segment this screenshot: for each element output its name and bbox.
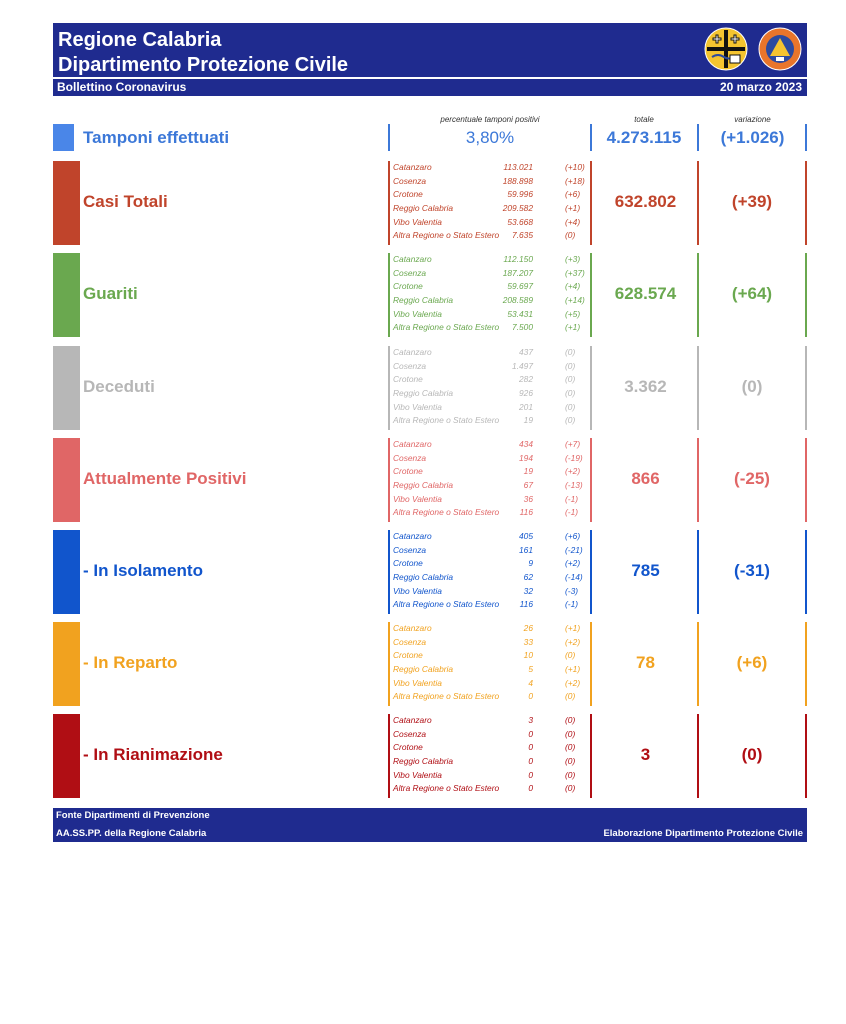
province-value: 187.207: [502, 267, 533, 278]
province-name: Vibo Valentia: [393, 585, 442, 596]
section-variation: (-25): [734, 469, 770, 488]
province-row: [393, 414, 588, 428]
province-row: [393, 267, 588, 281]
province-delta: (+2): [565, 636, 581, 647]
province-name: Crotone: [393, 281, 423, 292]
tamponi-divider: [805, 124, 807, 151]
province-name: Catanzaro: [393, 531, 432, 541]
section-divider: [590, 714, 592, 798]
province-name: Cosenza: [393, 544, 427, 555]
section-label: Attualmente Positivi: [83, 469, 247, 488]
province-name: Reggio Calabria: [393, 480, 454, 491]
province-name: Reggio Calabria: [393, 664, 454, 675]
province-name: Catanzaro: [393, 254, 432, 264]
province-name: Crotone: [393, 466, 423, 477]
province-delta: (+6): [565, 531, 581, 541]
province-row: [393, 782, 588, 796]
province-name: Reggio Calabria: [393, 756, 454, 767]
province-row: [393, 401, 588, 415]
province-delta: (0): [565, 691, 576, 702]
province-name: Altra Regione o Stato Estero: [393, 230, 500, 241]
province-name: Reggio Calabria: [393, 388, 454, 399]
province-delta: (+6): [565, 189, 581, 200]
tamponi-label: Tamponi effettuati: [83, 128, 230, 147]
section-color-square: [53, 161, 80, 245]
section-total: 78: [636, 653, 655, 672]
section-block: [53, 253, 807, 337]
province-name: Altra Regione o Stato Estero: [393, 599, 500, 610]
tamponi-total: 4.273.115: [606, 128, 682, 147]
province-name: Cosenza: [393, 452, 427, 463]
province-delta: (+18): [565, 175, 585, 186]
section-block: [53, 346, 807, 430]
protezione-civile-icon: [758, 27, 802, 71]
province-value: 26: [523, 623, 533, 633]
province-name: Cosenza: [393, 175, 427, 186]
province-delta: (+2): [565, 677, 581, 688]
province-value: 113.021: [503, 162, 533, 172]
province-name: Crotone: [393, 189, 423, 200]
section-color-square: [53, 622, 80, 706]
province-row: [393, 321, 588, 335]
province-delta: (+1): [565, 623, 581, 633]
section-variation: (-31): [734, 561, 770, 580]
province-row: [393, 506, 588, 520]
province-value: 0: [528, 756, 533, 767]
province-delta: (+10): [565, 162, 585, 172]
province-row: [393, 188, 588, 202]
province-name: Vibo Valentia: [393, 308, 442, 319]
tamponi-percent: 3,80%: [465, 128, 515, 147]
section-divider: [388, 346, 390, 430]
section-color-square: [53, 530, 80, 614]
province-delta: (+37): [565, 267, 585, 278]
province-value: 0: [528, 728, 533, 739]
province-delta: (0): [565, 347, 576, 357]
province-delta: (0): [565, 769, 576, 780]
section-divider: [388, 530, 390, 614]
province-delta: (+4): [565, 281, 581, 292]
source-line-2: AA.SS.PP. della Regione Calabria: [56, 828, 207, 839]
section-divider: [805, 438, 807, 522]
section-divider: [388, 714, 390, 798]
province-value: 33: [523, 636, 533, 647]
province-name: Altra Regione o Stato Estero: [393, 415, 500, 426]
bulletin-date: 20 marzo 2023: [719, 80, 802, 94]
province-delta: (-21): [565, 544, 583, 555]
section-color-square: [53, 253, 80, 337]
province-name: Catanzaro: [393, 162, 432, 172]
section-label: - In Isolamento: [83, 561, 203, 580]
province-row: [393, 769, 588, 783]
province-name: Catanzaro: [393, 347, 432, 357]
calabria-region-icon: [704, 27, 748, 71]
province-row: [393, 202, 588, 216]
section-total: 866: [631, 469, 660, 488]
province-breakdown: [393, 346, 588, 428]
province-row: [393, 530, 588, 544]
province-row: [393, 465, 588, 479]
province-name: Crotone: [393, 650, 423, 661]
province-name: Vibo Valentia: [393, 769, 442, 780]
province-value: 19: [523, 415, 533, 426]
province-delta: (-14): [565, 572, 583, 583]
province-delta: (0): [565, 650, 576, 661]
department-title: Dipartimento Protezione Civile: [58, 54, 349, 76]
province-delta: (0): [565, 374, 576, 385]
province-delta: (+2): [565, 466, 581, 477]
province-row: [393, 438, 588, 452]
province-row: [393, 636, 588, 650]
percent-column-header: percentuale tamponi positivi: [440, 115, 540, 124]
section-color-square: [53, 714, 80, 798]
province-delta: (0): [565, 415, 576, 426]
province-value: 0: [528, 742, 533, 753]
section-divider: [805, 714, 807, 798]
province-value: 112.150: [503, 254, 533, 264]
section-label: Casi Totali: [83, 192, 168, 211]
province-name: Cosenza: [393, 360, 427, 371]
province-value: 926: [519, 388, 533, 399]
province-name: Vibo Valentia: [393, 677, 442, 688]
section-variation: (+64): [731, 284, 773, 303]
province-delta: (0): [565, 756, 576, 767]
section-block: [53, 161, 807, 245]
province-delta: (0): [565, 742, 576, 753]
province-value: 0: [528, 691, 533, 702]
section-divider: [590, 530, 592, 614]
province-name: Catanzaro: [393, 623, 432, 633]
province-delta: (-13): [565, 480, 583, 491]
province-breakdown: [393, 161, 588, 243]
province-row: [393, 175, 588, 189]
province-value: 53.431: [507, 308, 533, 319]
section-color-square: [53, 346, 80, 430]
province-name: Altra Regione o Stato Estero: [393, 507, 500, 518]
province-value: 7.500: [512, 322, 533, 333]
province-name: Vibo Valentia: [393, 216, 442, 227]
province-value: 188.898: [502, 175, 533, 186]
province-value: 3: [528, 715, 533, 725]
province-row: [393, 280, 588, 294]
province-value: 19: [523, 466, 533, 477]
province-delta: (+7): [565, 439, 581, 449]
province-delta: (-19): [565, 452, 583, 463]
section-divider: [590, 253, 592, 337]
region-title: Regione Calabria: [58, 29, 222, 51]
section-divider: [590, 161, 592, 245]
province-delta: (-1): [565, 493, 579, 504]
section-block: [53, 438, 807, 522]
province-breakdown: [393, 622, 588, 704]
province-value: 0: [528, 769, 533, 780]
province-name: Cosenza: [393, 636, 427, 647]
section-block: [53, 530, 807, 614]
province-name: Cosenza: [393, 267, 427, 278]
province-delta: (+4): [565, 216, 581, 227]
province-row: [393, 452, 588, 466]
province-value: 62: [523, 572, 533, 583]
tamponi-divider: [388, 124, 390, 151]
province-row: [393, 229, 588, 243]
province-delta: (+1): [565, 664, 581, 675]
province-name: Altra Regione o Stato Estero: [393, 691, 500, 702]
province-row: [393, 741, 588, 755]
section-total: 785: [631, 561, 660, 580]
province-delta: (0): [565, 401, 576, 412]
province-delta: (+3): [565, 254, 581, 264]
province-value: 1.497: [512, 360, 533, 371]
section-divider: [590, 622, 592, 706]
province-name: Vibo Valentia: [393, 493, 442, 504]
province-row: [393, 308, 588, 322]
province-row: [393, 571, 588, 585]
province-row: [393, 598, 588, 612]
province-value: 7.635: [512, 230, 533, 241]
province-row: [393, 346, 588, 360]
section-label: Guariti: [83, 284, 138, 303]
section-divider: [805, 622, 807, 706]
province-delta: (-1): [565, 507, 579, 518]
province-row: [393, 755, 588, 769]
header-divider: [53, 77, 807, 79]
province-breakdown: [393, 438, 588, 520]
province-row: [393, 161, 588, 175]
province-value: 32: [523, 585, 533, 596]
section-total: 3.362: [624, 377, 667, 396]
section-variation: (+6): [736, 653, 768, 672]
province-name: Vibo Valentia: [393, 401, 442, 412]
province-value: 434: [519, 439, 533, 449]
section-total: 3: [640, 745, 651, 764]
section-label: - In Reparto: [83, 653, 178, 672]
section-divider: [388, 253, 390, 337]
province-breakdown: [393, 530, 588, 612]
province-row: [393, 728, 588, 742]
province-breakdown: [393, 714, 588, 796]
province-value: 116: [519, 507, 533, 518]
province-delta: (+14): [565, 295, 585, 306]
province-name: Altra Regione o Stato Estero: [393, 783, 500, 794]
section-divider: [805, 530, 807, 614]
bulletin-footer: [53, 808, 807, 842]
province-breakdown: [393, 253, 588, 335]
province-value: 53.668: [507, 216, 533, 227]
province-value: 36: [523, 493, 533, 504]
province-value: 10: [523, 650, 533, 661]
tamponi-divider: [590, 124, 592, 151]
province-value: 161: [519, 544, 533, 555]
province-delta: (+1): [565, 322, 581, 333]
province-value: 59.697: [507, 281, 533, 292]
province-row: [393, 373, 588, 387]
province-row: [393, 649, 588, 663]
province-value: 9: [528, 558, 533, 569]
section-divider: [388, 438, 390, 522]
province-delta: (0): [565, 728, 576, 739]
province-value: 116: [519, 599, 533, 610]
province-row: [393, 557, 588, 571]
section-divider: [590, 346, 592, 430]
section-label: - In Rianimazione: [83, 745, 223, 764]
section-divider: [805, 161, 807, 245]
province-value: 405: [519, 531, 533, 541]
section-label: Deceduti: [83, 377, 155, 396]
province-value: 4: [528, 677, 533, 688]
total-column-header: totale: [634, 115, 654, 124]
province-name: Catanzaro: [393, 439, 432, 449]
variation-column-header: variazione: [734, 115, 771, 124]
section-variation: (0): [741, 745, 763, 764]
section-block: [53, 622, 807, 706]
tamponi-color-square: [53, 124, 74, 151]
province-value: 194: [519, 452, 533, 463]
province-name: Reggio Calabria: [393, 295, 454, 306]
section-total: 632.802: [614, 192, 677, 211]
section-divider: [388, 161, 390, 245]
province-delta: (0): [565, 230, 576, 241]
province-name: Catanzaro: [393, 715, 432, 725]
province-delta: (-1): [565, 599, 579, 610]
province-delta: (+5): [565, 308, 581, 319]
province-row: [393, 294, 588, 308]
section-variation: (+39): [731, 192, 773, 211]
section-divider: [388, 622, 390, 706]
province-delta: (+2): [565, 558, 581, 569]
province-value: 5: [528, 664, 533, 675]
province-name: Reggio Calabria: [393, 572, 454, 583]
tamponi-variation: (+1.026): [720, 128, 785, 147]
province-delta: (-3): [565, 585, 579, 596]
province-row: [393, 585, 588, 599]
province-row: [393, 714, 588, 728]
province-row: [393, 544, 588, 558]
province-row: [393, 253, 588, 267]
bulletin-header: [53, 23, 807, 96]
province-value: 67: [523, 480, 533, 491]
province-value: 0: [528, 783, 533, 794]
province-delta: (+1): [565, 203, 581, 214]
section-block: [53, 714, 807, 798]
province-delta: (0): [565, 360, 576, 371]
province-value: 201: [519, 401, 533, 412]
source-line-1: Fonte Dipartimenti di Prevenzione: [56, 810, 210, 821]
province-delta: (0): [565, 783, 576, 794]
section-divider: [805, 346, 807, 430]
province-name: Altra Regione o Stato Estero: [393, 322, 500, 333]
province-row: [393, 622, 588, 636]
province-name: Crotone: [393, 374, 423, 385]
province-row: [393, 690, 588, 704]
province-delta: (0): [565, 388, 576, 399]
province-row: [393, 493, 588, 507]
section-divider: [590, 438, 592, 522]
province-delta: (0): [565, 715, 576, 725]
bulletin-subtitle: Bollettino Coronavirus: [57, 80, 187, 94]
province-value: 59.996: [507, 189, 533, 200]
section-total: 628.574: [614, 284, 677, 303]
province-row: [393, 387, 588, 401]
province-name: Crotone: [393, 742, 423, 753]
section-color-square: [53, 438, 80, 522]
province-row: [393, 677, 588, 691]
province-row: [393, 360, 588, 374]
section-variation: (0): [741, 377, 763, 396]
province-row: [393, 479, 588, 493]
province-value: 208.589: [502, 295, 533, 306]
province-value: 437: [519, 347, 533, 357]
province-row: [393, 663, 588, 677]
province-name: Reggio Calabria: [393, 203, 454, 214]
province-row: [393, 216, 588, 230]
province-value: 282: [519, 374, 533, 385]
credit-line: Elaborazione Dipartimento Protezione Civile: [603, 828, 803, 839]
tamponi-divider: [697, 124, 699, 151]
province-name: Cosenza: [393, 728, 427, 739]
province-name: Crotone: [393, 558, 423, 569]
section-divider: [805, 253, 807, 337]
province-value: 209.582: [502, 203, 533, 214]
